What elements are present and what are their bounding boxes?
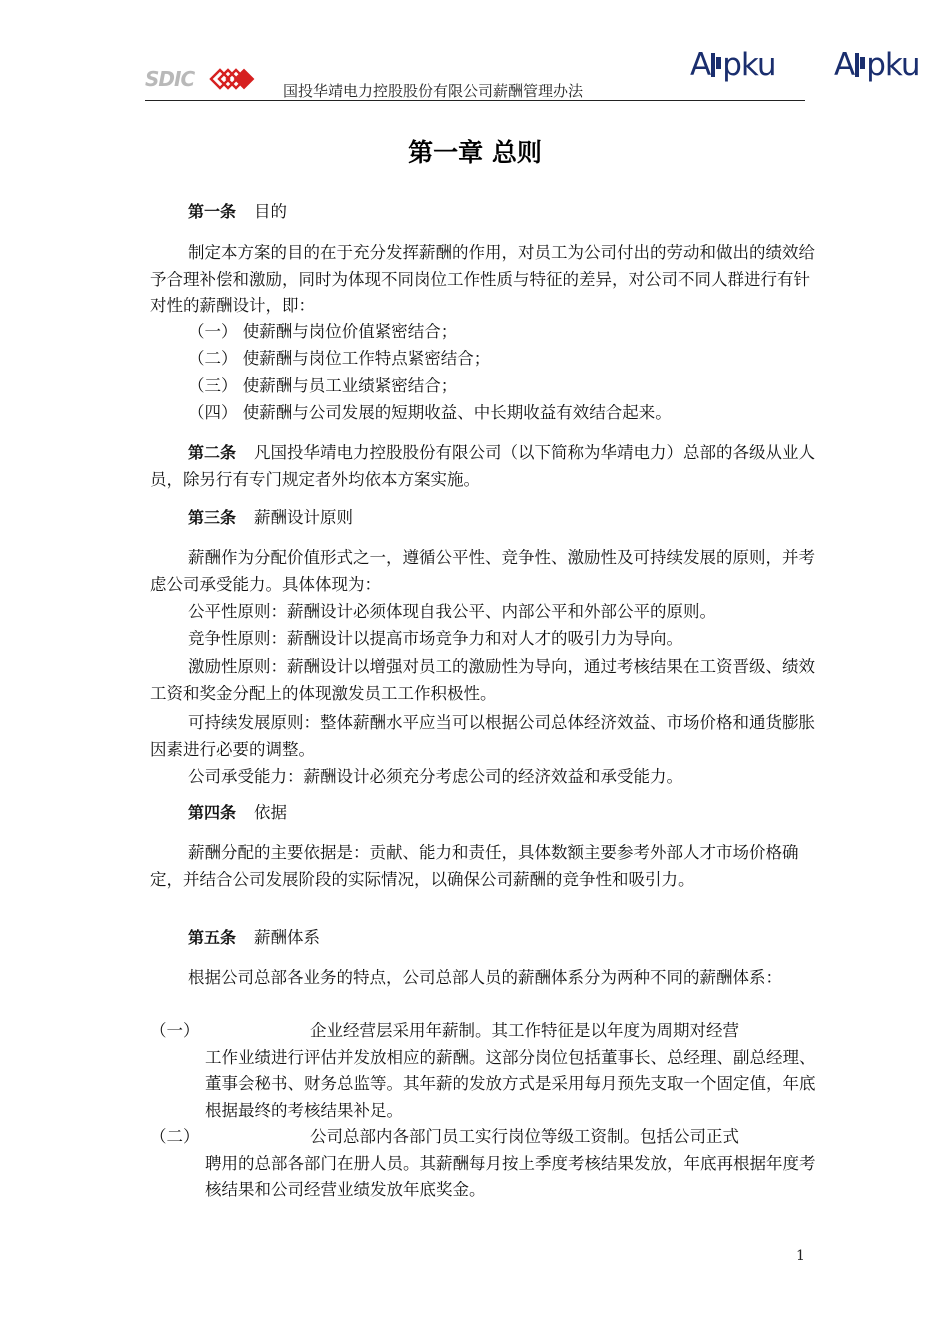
list-item: （三） 使薪酬与员工业绩紧密结合；: [188, 376, 458, 395]
article-1-body: 制定本方案的目的在于充分发挥薪酬的作用，对员工为公司付出的劳动和做出的绩效给予合理补偿和激励，同时为体现不同岗位工作性质与特征的差异，对公司不同人群进行有针对性的薪酬设计，即：: [150, 243, 815, 315]
article-number: 第四条: [188, 803, 237, 822]
allpku-bar-icon: [711, 53, 715, 77]
sdic-logo-text: SDIC: [145, 67, 195, 91]
page-header: [0, 0, 950, 110]
principle-item: 公司承受能力：薪酬设计必须充分考虑公司的经济效益和承受能力。: [188, 767, 683, 786]
list-item: [150, 1124, 820, 1204]
article-number: 第一条: [188, 202, 237, 221]
article-number: 第五条: [188, 928, 237, 947]
list-item: （二） 使薪酬与岗位工作特点紧密结合；: [188, 349, 491, 368]
page-number: 1: [796, 1248, 805, 1264]
principle-item: 竞争性原则：薪酬设计以提高市场竞争力和对人才的吸引力为导向。: [188, 629, 683, 648]
list-item: [150, 1018, 820, 1124]
article-number: 第三条: [188, 508, 237, 527]
article-4-heading: [188, 800, 858, 827]
list-item-first-line: 企业经营层采用年薪制。其工作特征是以年度为周期对经营: [310, 1021, 739, 1040]
list-item-text: 聘用的总部各部门在册人员。其薪酬每月按上季度考核结果发放，年底再根据年度考核结果和公司经营业绩发放年底奖金。: [205, 1153, 816, 1199]
article-number: 第二条: [188, 443, 237, 462]
allpku-logo-a: A: [834, 47, 855, 83]
header-divider: [145, 100, 805, 101]
article-4-body: 薪酬分配的主要依据是：贡献、能力和责任，具体数额主要参考外部人才市场价格确定，并结合公司发展阶段的实际情况，以确保公司薪酬的竞争性和吸引力。: [150, 843, 799, 889]
principle-item: 公平性原则：薪酬设计必须体现自我公平、内部公平和外部公平的原则。: [188, 602, 716, 621]
article-1-heading: [188, 199, 858, 226]
header-title: 国投华靖电力控股股份有限公司薪酬管理办法: [283, 82, 584, 100]
allpku-logo-secondary: [834, 48, 920, 82]
article-title: 薪酬体系: [254, 928, 321, 947]
article-2: [150, 440, 820, 493]
article-5-body: 根据公司总部各业务的特点，公司总部人员的薪酬体系分为两种不同的薪酬体系：: [188, 968, 782, 987]
article-3-body: 薪酬作为分配价值形式之一，遵循公平性、竞争性、激励性及可持续发展的原则，并考虑公司承受能力。具体体现为：: [150, 548, 815, 594]
article-2-body: 凡国投华靖电力控股股份有限公司（以下简称为华靖电力）总部的各级从业人员，除另行有专门规定者外均依本方案实施。: [150, 443, 816, 489]
article-title: 依据: [254, 803, 288, 822]
list-item: （四） 使薪酬与公司发展的短期收益、中长期收益有效结合起来。: [188, 403, 672, 422]
list-item-first-line: 公司总部内各部门员工实行岗位等级工资制。包括公司正式: [310, 1127, 739, 1146]
list-item-mark: （二）: [150, 1127, 200, 1146]
list-item-mark: （一）: [150, 1021, 200, 1040]
article-5-heading: [188, 925, 858, 952]
allpku-square-icon: [860, 57, 865, 69]
sdic-diamond-icon: [207, 66, 255, 92]
allpku-bar-icon: [855, 53, 859, 77]
allpku-logo: [690, 48, 776, 82]
allpku-square-icon: [716, 57, 721, 69]
article-title: 目的: [254, 202, 288, 221]
principle-item: 激励性原则：薪酬设计以增强对员工的激励性为导向，通过考核结果在工资晋级、绩效工资和奖金分配上的体现激发员工工作积极性。: [150, 657, 815, 703]
list-item-text: 工作业绩进行评估并发放相应的薪酬。这部分岗位包括董事长、总经理、副总经理、董事会秘书、财务总监等。其年薪的发放方式是采用每月预先支取一个固定值，年底根据最终的考核结果补足。: [205, 1047, 816, 1120]
article-title: 薪酬设计原则: [254, 508, 354, 527]
allpku-logo-a: A: [690, 47, 711, 83]
sdic-logo: [145, 66, 257, 92]
article-3-heading: [188, 505, 858, 532]
list-item: （一） 使薪酬与岗位价值紧密结合；: [188, 322, 458, 341]
principle-item: 可持续发展原则：整体薪酬水平应当可以根据公司总体经济效益、市场价格和通货膨胀因素进行必要的调整。: [150, 713, 815, 759]
allpku-logo-tail: pku: [722, 47, 776, 83]
allpku-logo-tail: pku: [866, 47, 920, 83]
chapter-title: 第一章 总则: [408, 138, 542, 167]
